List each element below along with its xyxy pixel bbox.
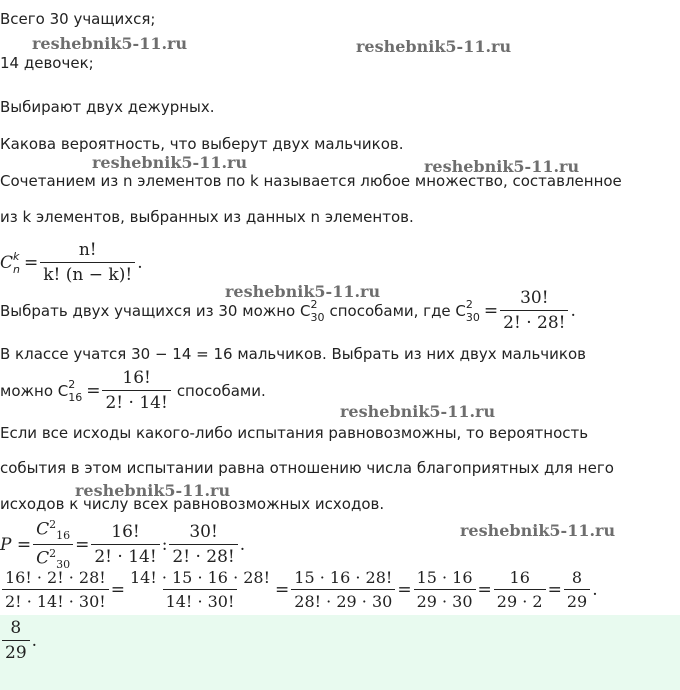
final-answer: $\frac{8}{29}$ . [0,618,37,663]
watermark: reshebnik5-11.ru [340,402,496,421]
ways-text: способами. [176,381,266,400]
p-fraction-30 [169,522,237,567]
fraction-denominator: 2! · 28! [500,310,568,333]
choose-text: Выбрать двух учащихся из 30 можно C [0,301,311,320]
combination-fraction [40,240,135,285]
fraction-denominator: 29 [2,640,30,663]
task-question: Какова вероятность, что выберут двух мальчиков. [0,135,404,153]
chain-step-5 [494,568,546,611]
fraction-numerator: 16! · 2! · 28! [5,568,106,587]
fraction-denominator: 2! · 14! · 30! [2,589,109,611]
fraction-denominator: 29 [564,589,590,611]
answer-highlight [0,615,680,690]
fraction-denominator: 2! · 14! [91,544,159,567]
fraction-numerator: 30! [189,522,218,543]
watermark: reshebnik5-11.ru [92,153,248,172]
fraction-numerator: 8 [571,568,583,587]
chain-step-3 [291,568,395,611]
answer-fraction [2,618,30,663]
c-indices: k n [13,249,20,276]
p-equals: P = [0,534,32,555]
watermark: reshebnik5-11.ru [32,34,188,53]
given-girls: 14 девочек; [0,54,94,72]
fraction-denominator: 2! · 14! [102,390,170,413]
chain-step-1 [2,568,109,611]
c30-fraction [500,288,568,333]
c16-symbol: C [36,519,50,540]
chain-step-6 [564,568,590,611]
definition-line-2: из k элементов, выбранных из данных n элементов. [0,208,414,226]
fraction-denominator: 29 · 2 [494,589,546,611]
c16-fraction [102,368,170,413]
fraction-numerator: 30! [520,288,549,308]
watermark: reshebnik5-11.ru [460,521,616,540]
fraction-numerator: 16! [111,522,140,543]
fraction-denominator: 2! · 28! [169,544,237,567]
fraction-numerator: 14! · 15 · 16 · 28! [129,568,271,587]
probability-definition-3: исходов к числу всех равновозможных исходов. [0,495,385,513]
choose-from-30-line: Выбрать двух учащихся из 30 можно C 2 30 способами, где C 2 30 = $\frac{30!}{2! \cdot 28!}$ . [0,288,576,333]
watermark: reshebnik5-11.ru [75,481,231,500]
p-ratio-fraction: $\frac{C^2_{16}}{C^2_{30}}$ [33,518,73,571]
fraction-numerator: 16 [509,568,530,587]
chain-step-4 [414,568,476,611]
probability-definition-1: Если все исходы какого-либо испытания равновозможны, то вероятность [0,424,589,442]
fraction-denominator: k! (n − k)! [40,262,135,285]
definition-line-1: Сочетанием из n элементов по k называется любое множество, составленное [0,172,622,190]
ways-where-text: способами, где C [329,301,466,320]
c-symbol: C [0,252,14,273]
choose-boys-line: можно C 2 16 = $\frac{16!}{2! \cdot 14!}$ способами. [0,368,266,413]
simplification-chain: $\frac{16! \cdot 2! \cdot 28!}{2! \cdot 14! \cdot 30!}$ = $\frac{14! \cdot 15 \cdot 16 \cdot 28!}{14! \cdot 30!}$ = $\frac{15 \cdot 16 \cdot 28!}{28! \cdot 29 \cdot 30}$ = $\frac{15 \cdot 16}{29 \cdot 30}$ = $\frac{16}{29 \cdot 2}$ = $\frac{8}{29}$ . [0,568,598,611]
task-duty: Выбирают двух дежурных. [0,98,215,116]
fraction-denominator: 29 · 30 [414,589,476,611]
boys-count-line: В классе учатся 30 − 14 = 16 мальчиков. Выбрать из них двух мальчиков [0,345,586,363]
c30-symbol: C [36,548,50,569]
fraction-numerator: 15 · 16 · 28! [294,568,393,587]
can-text: можно C [0,381,69,400]
chain-step-2 [127,568,273,611]
fraction-numerator: 15 · 16 [416,568,473,587]
combination-formula: C k n = $\frac{n!}{k! (n - k)!}$ . [0,240,143,285]
fraction-numerator: n! [78,240,97,260]
p-fraction-16 [91,522,159,567]
fraction-numerator: 16! [122,368,151,388]
fraction-denominator: 28! · 29 · 30 [291,589,395,611]
watermark: reshebnik5-11.ru [424,157,580,176]
fraction-denominator: 14! · 30! [163,589,238,611]
probability-formula: P = $\frac{C^2_{16}}{C^2_{30}}$ = $\frac{16!}{2! \cdot 14!}$ : $\frac{30!}{2! \cdot 28!}$ . [0,518,246,572]
probability-definition-2: события в этом испытании равна отношению числа благоприятных для него [0,459,614,477]
watermark: reshebnik5-11.ru [225,282,381,301]
fraction-numerator: 8 [10,618,22,638]
watermark: reshebnik5-11.ru [356,37,512,56]
equals-sign: = [24,252,39,273]
given-students: Всего 30 учащихся; [0,10,156,28]
